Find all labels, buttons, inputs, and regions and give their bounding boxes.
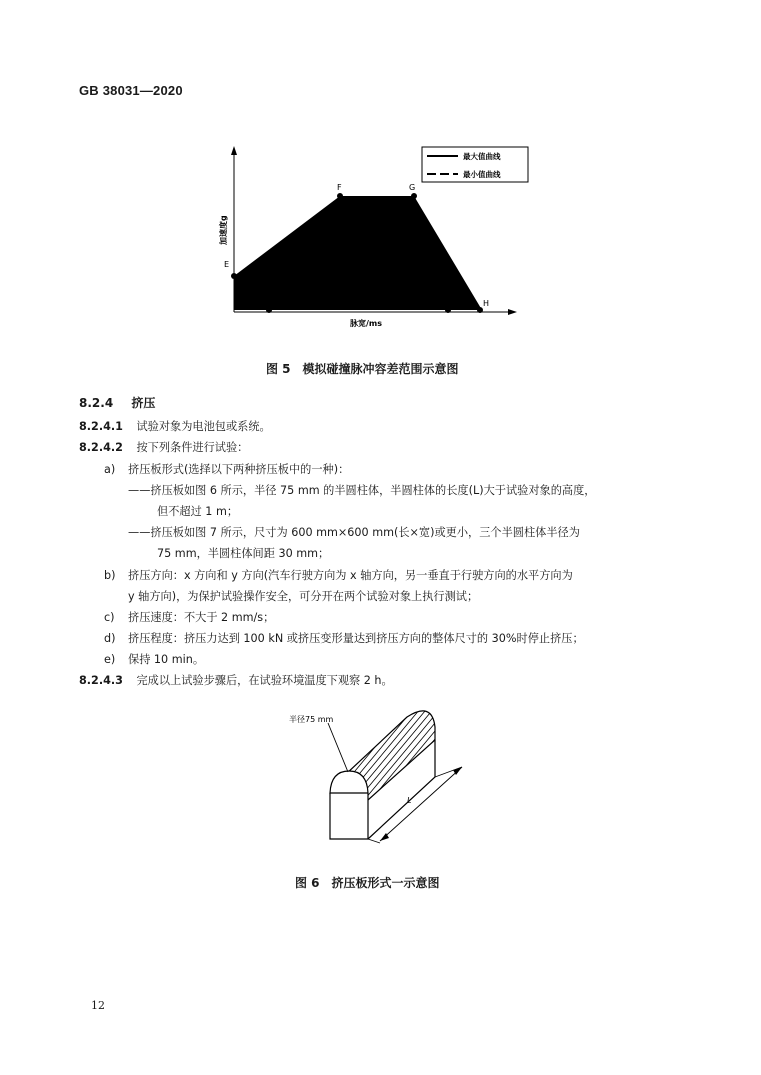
clause-text: 完成以上试验步骤后，在试验环境温度下观察 2 h。 (136, 674, 393, 687)
x-axis-label: 脉宽/ms (350, 319, 383, 328)
page-number: 12 (91, 999, 105, 1012)
figure-5-chart (195, 140, 540, 330)
list-item-a-dash1-line2: 但不超过 1 m； (157, 505, 239, 518)
list-item-d-label: d) (104, 632, 116, 645)
point-d (445, 307, 451, 313)
section-title: 挤压 (131, 396, 156, 410)
list-item-a-dash1-line1: ——挤压板如图 6 所示，半径 75 mm 的半圆柱体，半圆柱体的长度(L)大于试验对象的高度， (128, 484, 596, 497)
figure-6-drawing (285, 705, 470, 855)
label-g: G (409, 183, 416, 192)
clause-8-2-4-1 (79, 419, 271, 435)
point-a (266, 307, 272, 313)
list-item-b-label: b) (104, 569, 116, 582)
list-item-a-dash2-line1: ——挤压板如图 7 所示，尺寸为 600 mm×600 mm(长×宽)或更小，三个半圆柱体半径为 (128, 526, 580, 539)
y-axis-arrow (231, 146, 237, 155)
list-item-e-text: 保持 10 min。 (128, 653, 205, 666)
figure-5-caption: 图 5 模拟碰撞脉冲容差范围示意图 (266, 362, 459, 376)
label-f: F (337, 183, 342, 192)
list-item-a-label: a) (104, 463, 116, 476)
clause-8-2-4-2 (79, 440, 248, 456)
extension-line-1 (368, 839, 380, 843)
legend-min-label: 最小值曲线 (463, 170, 501, 179)
list-item-d-text: 挤压程度：挤压力达到 100 kN 或挤压变形量达到挤压方向的整体尺寸的 30%时停止挤压； (128, 632, 584, 645)
section-heading (79, 394, 155, 411)
figure-6-caption: 图 6 挤压板形式一示意图 (295, 876, 440, 890)
point-g (411, 193, 417, 199)
list-item-b-line1: 挤压方向：x 方向和 y 方向(汽车行驶方向为 x 轴方向，另一垂直于行驶方向的水平方向为 (128, 569, 573, 582)
label-c: C (381, 238, 387, 247)
label-d: D (424, 299, 431, 308)
list-item-e-label: e) (104, 653, 116, 666)
list-item-b-line2: y 轴方向)，为保护试验操作安全，可分开在两个试验对象上执行测试； (128, 590, 479, 603)
length-label: L (407, 796, 412, 805)
radius-label: 半径75 mm (289, 715, 334, 724)
label-h: H (483, 299, 490, 308)
point-f (337, 193, 343, 199)
clause-number: 8.2.4.3 (79, 674, 123, 687)
end-face-rect (330, 793, 368, 839)
radius-leader (328, 723, 348, 772)
list-item-c-label: c) (104, 611, 115, 624)
label-a: A (279, 299, 285, 308)
standard-code: GB 38031—2020 (79, 83, 183, 98)
label-b: B (341, 238, 347, 247)
clause-number: 8.2.4.2 (79, 441, 123, 454)
y-axis-label: 加速度g (219, 215, 228, 245)
label-e: E (224, 260, 230, 269)
list-item-a-dash2-line2: 75 mm，半圆柱体间距 30 mm； (157, 547, 330, 560)
x-axis-arrow (508, 309, 517, 315)
clause-8-2-4-3 (79, 673, 393, 689)
section-number: 8.2.4 (79, 396, 114, 410)
clause-number: 8.2.4.1 (79, 420, 123, 433)
list-item-a-text: 挤压板形式(选择以下两种挤压板中的一种)： (128, 463, 350, 476)
clause-text: 按下列条件进行试验： (136, 441, 249, 454)
clause-text: 试验对象为电池包或系统。 (136, 420, 271, 433)
list-item-c-text: 挤压速度：不大于 2 mm/s； (128, 611, 275, 624)
point-e (231, 273, 237, 279)
tolerance-band (234, 196, 482, 310)
legend-max-label: 最大值曲线 (463, 152, 501, 161)
